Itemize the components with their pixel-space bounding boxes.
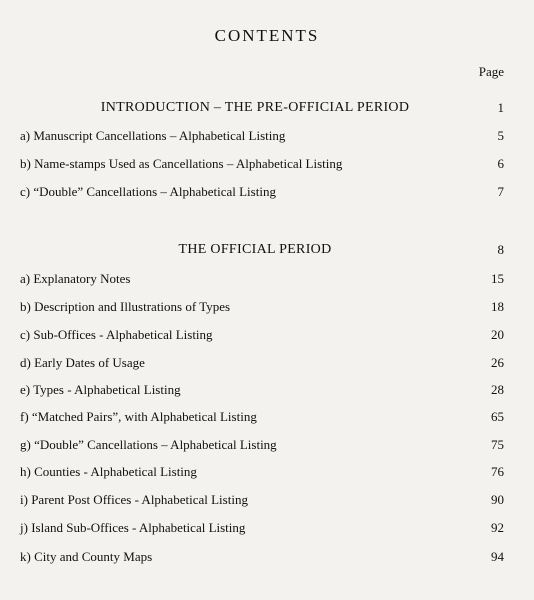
toc-label: k) City and County Maps <box>20 549 153 564</box>
toc-label: INTRODUCTION – THE PRE-OFFICIAL PERIOD <box>100 100 410 115</box>
toc-entry <box>20 154 504 174</box>
toc-page-number: 8 <box>497 242 504 257</box>
toc-label: f) “Matched Pairs”, with Alphabetical Listing <box>20 409 257 424</box>
toc-entry <box>20 518 504 538</box>
page-title: CONTENTS <box>214 26 320 45</box>
toc-label: j) Island Sub-Offices - Alphabetical Listing <box>20 520 246 535</box>
toc-entry <box>20 490 504 510</box>
toc-entry <box>20 353 504 373</box>
toc-entry <box>20 182 504 202</box>
toc-page-number: 15 <box>491 271 504 286</box>
toc-entry <box>20 269 504 289</box>
toc-entry <box>20 297 504 317</box>
toc-entry <box>20 462 504 482</box>
toc-label: e) Types - Alphabetical Listing <box>20 382 181 397</box>
toc-page-number: 5 <box>497 128 504 143</box>
toc-page-number: 18 <box>491 299 504 314</box>
toc-page-number: 1 <box>497 100 504 115</box>
toc-section-official <box>20 240 504 260</box>
toc-entry <box>20 407 504 427</box>
toc-entry <box>20 325 504 345</box>
toc-entry <box>20 435 504 455</box>
toc-label: b) Description and Illustrations of Types <box>20 299 231 314</box>
toc-label: i) Parent Post Offices - Alphabetical Listing <box>20 492 248 507</box>
toc-label: a) Explanatory Notes <box>20 271 131 286</box>
toc-page-number: 28 <box>491 382 504 397</box>
toc-label: h) Counties - Alphabetical Listing <box>20 464 197 479</box>
toc-label: c) “Double” Cancellations – Alphabetical Listing <box>20 184 276 199</box>
toc-page-number: 90 <box>491 492 504 507</box>
toc-label: b) Name-stamps Used as Cancellations – Alphabetical Listing <box>20 156 343 171</box>
toc-page-number: 26 <box>491 355 504 370</box>
toc-label: g) “Double” Cancellations – Alphabetical Listing <box>20 437 277 452</box>
page-column-heading: Page <box>478 64 504 79</box>
toc-page-number: 76 <box>491 464 504 479</box>
toc-page-number: 75 <box>491 437 504 452</box>
toc-page-number: 92 <box>491 520 504 535</box>
toc-label: d) Early Dates of Usage <box>20 355 145 370</box>
toc-page-number: 94 <box>491 549 504 564</box>
toc-entry <box>20 380 504 400</box>
toc-section-intro <box>20 98 504 118</box>
toc-page-number: 65 <box>491 409 504 424</box>
toc-entry <box>20 547 504 567</box>
toc-entry <box>20 126 504 146</box>
toc-page-number: 7 <box>497 184 504 199</box>
toc-label: c) Sub-Offices - Alphabetical Listing <box>20 327 213 342</box>
toc-page-number: 6 <box>497 156 504 171</box>
toc-label: a) Manuscript Cancellations – Alphabetical Listing <box>20 128 286 143</box>
toc-page-number: 20 <box>491 327 504 342</box>
toc-label: THE OFFICIAL PERIOD <box>178 242 332 257</box>
